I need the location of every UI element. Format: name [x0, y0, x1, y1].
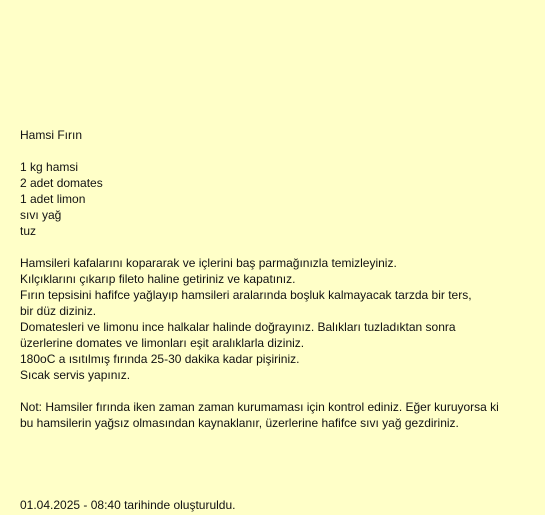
tip-line: bu hamsilerin yağsız olmasından kaynaklanır, üzerlerine hafifce sıvı yağ gezdiriniz. [20, 416, 459, 430]
ingredient-item: tuz [20, 224, 37, 238]
recipe-title: Hamsi Fırın [20, 128, 83, 142]
created-timestamp: 01.04.2025 - 08:40 tarihinde oluşturuldu. [20, 498, 236, 512]
instruction-line: Hamsileri kafalarını kopararak ve içlerini baş parmağınızla temizleyiniz. [20, 256, 397, 270]
instruction-line: Fırın tepsisini hafifce yağlayıp hamsileri aralarında boşluk kalmayacak tarzda bir ters, [20, 288, 472, 302]
ingredient-item: 1 kg hamsi [20, 160, 79, 174]
recipe-note [20, 127, 535, 447]
instruction-line: Sıcak servis yapınız. [20, 368, 131, 382]
instruction-line: bir düz diziniz. [20, 304, 97, 318]
ingredient-item: 2 adet domates [20, 176, 103, 190]
instruction-line: Domatesleri ve limonu ince halkalar halinde doğrayınız. Balıkları tuzladıktan sonra [20, 320, 456, 334]
instruction-line: 180oC a ısıtılmış fırında 25-30 dakika kadar pişiriniz. [20, 352, 300, 366]
ingredient-item: sıvı yağ [20, 208, 62, 222]
instruction-line: Kılçıklarını çıkarıp fileto haline getiriniz ve kapatınız. [20, 272, 296, 286]
tip-note [20, 399, 535, 431]
instructions [20, 255, 535, 383]
ingredients-list [20, 159, 535, 239]
instruction-line: üzerlerine domates ve limonları eşit aralıklarla diziniz. [20, 336, 305, 350]
tip-line: Not: Hamsiler fırında iken zaman zaman kurumaması için kontrol ediniz. Eğer kuruyorsa ki [20, 400, 499, 414]
ingredient-item: 1 adet limon [20, 192, 86, 206]
